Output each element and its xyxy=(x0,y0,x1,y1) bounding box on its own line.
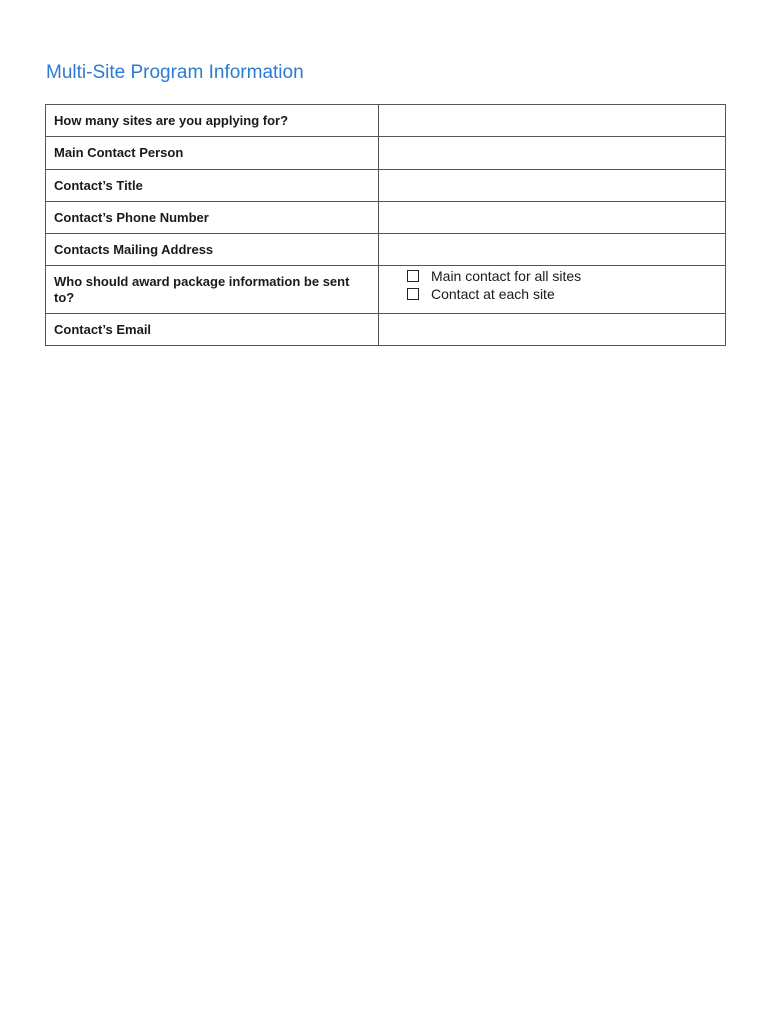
table-row xyxy=(46,105,726,137)
program-info-table xyxy=(45,104,726,346)
sites-count-field[interactable] xyxy=(379,105,726,137)
award-recipient-label: Who should award package information be sent to? xyxy=(46,266,379,314)
option-main-contact-label: Main contact for all sites xyxy=(431,268,582,284)
mailing-address-input[interactable] xyxy=(387,242,717,257)
contact-phone-label: Contact’s Phone Number xyxy=(46,202,379,234)
mailing-address-field[interactable] xyxy=(379,234,726,266)
contact-email-input[interactable] xyxy=(387,322,717,337)
contact-phone-field[interactable] xyxy=(379,202,726,234)
option-each-site-label: Contact at each site xyxy=(431,286,555,302)
contact-title-label: Contact’s Title xyxy=(46,170,379,202)
contact-title-input[interactable] xyxy=(387,178,717,193)
contact-email-field[interactable] xyxy=(379,314,726,346)
main-contact-label: Main Contact Person xyxy=(46,137,379,170)
main-contact-input[interactable] xyxy=(387,145,717,160)
sites-count-input[interactable] xyxy=(387,113,717,128)
mailing-address-label: Contacts Mailing Address xyxy=(46,234,379,266)
option-main-contact[interactable] xyxy=(407,267,717,285)
contact-title-field[interactable] xyxy=(379,170,726,202)
checkbox-each-site[interactable] xyxy=(407,288,419,300)
table-row xyxy=(46,314,726,346)
table-row xyxy=(46,266,726,314)
table-row xyxy=(46,137,726,170)
checkbox-main-contact[interactable] xyxy=(407,270,419,282)
table-row xyxy=(46,234,726,266)
page-title: Multi-Site Program Information xyxy=(46,62,304,83)
contact-phone-input[interactable] xyxy=(387,210,717,225)
award-recipient-options xyxy=(379,266,726,314)
table-row xyxy=(46,202,726,234)
main-contact-field[interactable] xyxy=(379,137,726,170)
contact-email-label: Contact’s Email xyxy=(46,314,379,346)
table-row xyxy=(46,170,726,202)
option-each-site[interactable] xyxy=(407,285,717,303)
sites-count-label: How many sites are you applying for? xyxy=(46,105,379,137)
